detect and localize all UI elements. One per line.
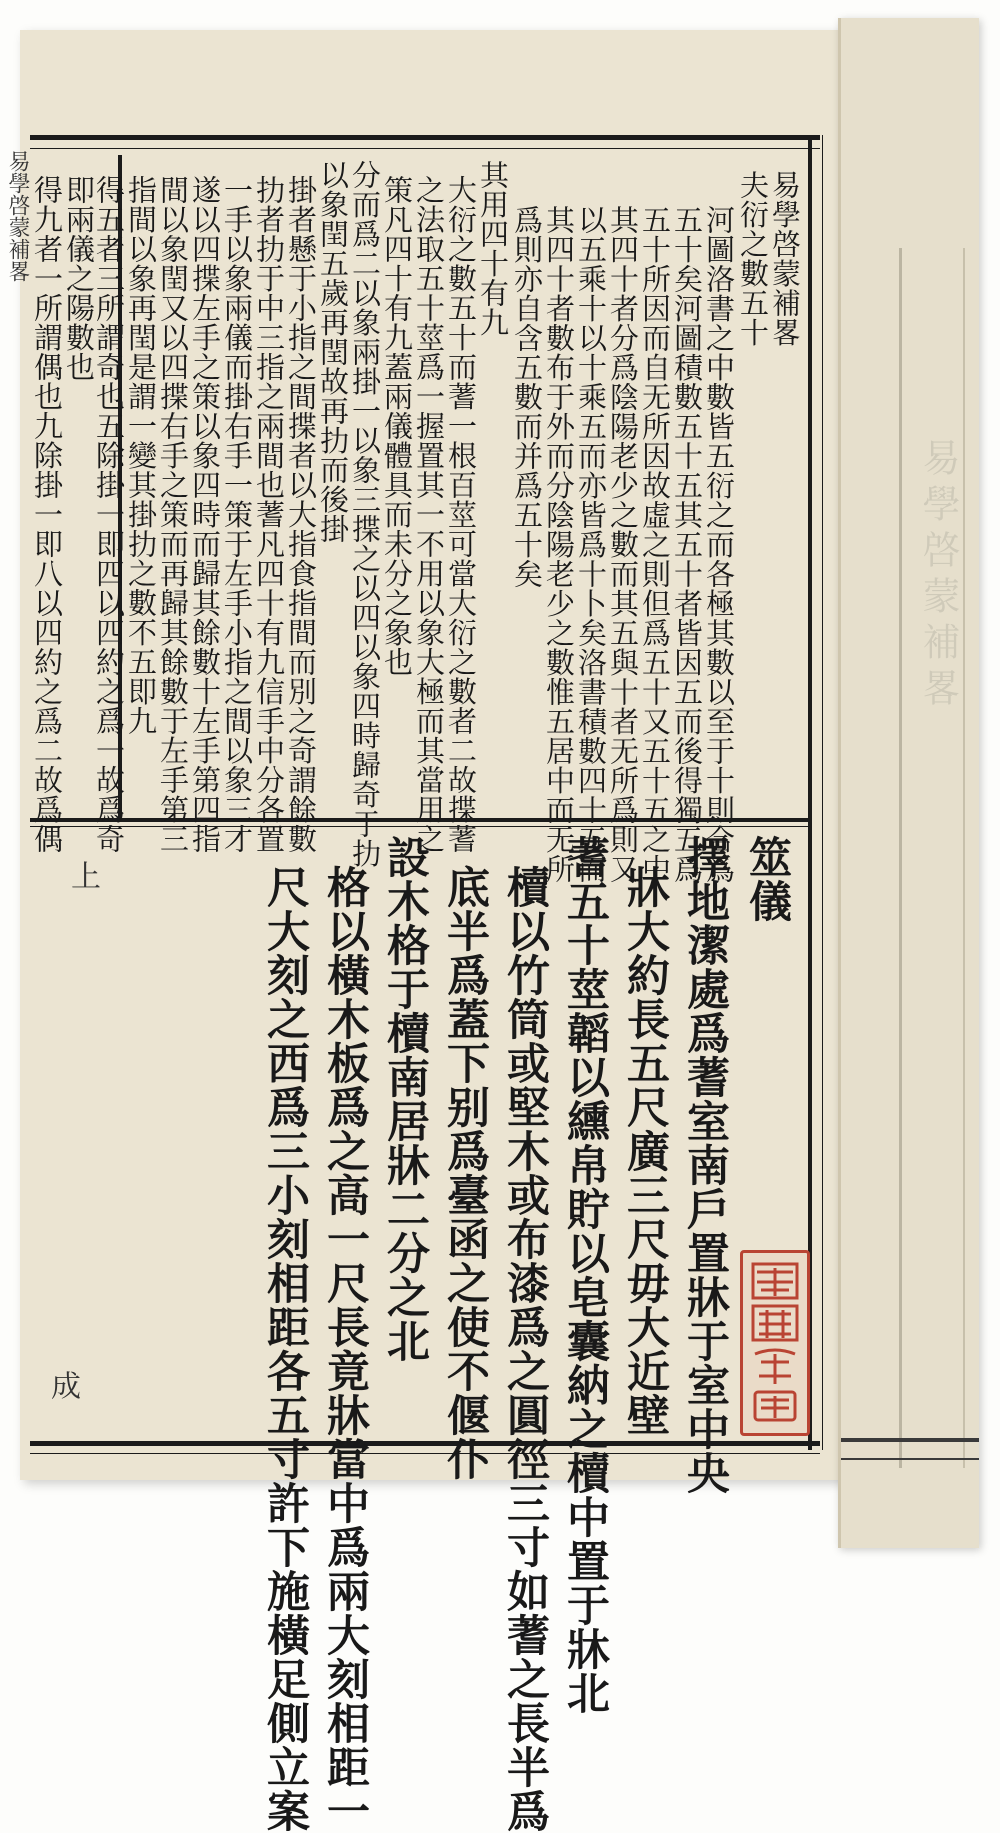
frame-line-top-thin (30, 148, 820, 149)
margin-heading: 易學啓蒙補畧 (5, 150, 30, 282)
spine-faded-label: 易學啓蒙補畧 (916, 438, 960, 714)
upper-col-14: 分而爲二以象兩掛一以象三揲之以四以象四時歸奇于扐 (348, 160, 382, 868)
lower-col-06: 設木格于櫝南居牀二分之北 (380, 835, 430, 1363)
upper-col-15: 以象閏五歲再閏故再扐而後掛 (316, 160, 350, 544)
lower-col-08: 尺大刻之西爲三小刻相距各五寸許下施橫足側立案 (260, 865, 310, 1833)
upper-col-20: 間以象閏又以四揲右手之策而再歸其餘數于左手第三 (156, 175, 190, 854)
spine-rule (841, 1438, 979, 1442)
spine-rule (841, 1458, 979, 1460)
upper-col-23: 即兩儀之陽數也 (62, 175, 96, 382)
upper-col-02: 夫衍之數五十 (736, 170, 770, 347)
upper-col-12: 之法取五十莖爲一握置其一不用以象大極而其當用之 (412, 175, 446, 854)
upper-col-21: 指間以象再閏是謂一變其掛扐之數不五即九 (124, 175, 158, 736)
lower-heading: 筮儀 (742, 835, 792, 923)
upper-col-05: 五十所因而自无所因故虛之則但爲五十又五十五之中 (638, 205, 672, 884)
upper-col-13: 策凡四十有九蓋兩儀體具而未分之象也 (380, 175, 414, 677)
upper-col-18: 一手以象兩儀而掛右手一策于左手小指之間以象三才 (220, 175, 254, 854)
upper-col-16: 掛者懸于小指之間揲者以大指食指間而別之奇謂餘數 (284, 175, 318, 854)
upper-col-10: 其用四十有九 (476, 160, 510, 337)
upper-col-22: 得五者三所謂奇也五除掛一即四以四約之爲一故爲奇 (92, 175, 126, 854)
seal-glyphs (747, 1258, 803, 1428)
frame-line-top (30, 135, 820, 140)
lower-col-04: 櫝以竹筒或堅木或布漆爲之圓徑三寸如蓍之長半爲 (500, 865, 550, 1833)
upper-col-11: 大衍之數五十而蓍一根百莖可當大衍之數者二故揲蓍 (444, 175, 478, 854)
upper-col-17: 扐者扐于中三指之兩間也蓍凡四十有九信手中分各置 (252, 175, 286, 854)
upper-col-04: 五十矣河圖積數五十五其五十者皆因五而後得獨五爲 (670, 205, 704, 884)
upper-col-07: 以五乘十以十乘五而亦皆爲十卜矣洛書積數四十五而 (574, 205, 608, 884)
spine-rule (963, 248, 965, 1468)
upper-col-03: 河圖洛書之中數皆五衍之而各極其數以至于十則合爲 (702, 205, 736, 884)
upper-col-24: 得九者一所謂偶也九除掛一即八以四約之爲二故爲偶 (30, 175, 64, 854)
frame-line-right-thin (822, 135, 823, 1450)
upper-col-19: 遂以四揲左手之策以象四時而歸其餘數十左手第四指 (188, 175, 222, 854)
margin-bottom-mark: 成 (45, 1370, 80, 1400)
upper-col-08: 其四十者數布于外而分陰陽老少之數惟五居中而无所 (542, 205, 576, 884)
book-spine (838, 18, 979, 1548)
lower-col-05: 底半爲蓋下别爲臺函之使不偃仆 (440, 865, 490, 1481)
lower-col-03: 蓍五十莖韜以纁帛貯以皂囊納之櫝中置于牀北 (560, 835, 610, 1715)
lower-col-02: 牀大約長五尺廣三尺毋大近壁 (620, 865, 670, 1437)
collector-seal-stamp (740, 1250, 810, 1436)
volume-mark: 上 (65, 860, 100, 890)
lower-col-01: 擇地潔處爲蓍室南戶置牀于室中央 (680, 835, 730, 1495)
upper-col-06: 其四十者分爲陰陽老少之數而其五與十者无所爲則又 (606, 205, 640, 884)
spine-rule (899, 248, 902, 1468)
upper-col-01: 易學啓蒙補畧 (768, 170, 802, 347)
lower-col-07: 格以橫木板爲之高一尺長竟牀當中爲兩大刻相距一 (320, 865, 370, 1833)
upper-col-09: 爲則亦自含五數而并爲五十矣 (510, 205, 544, 589)
